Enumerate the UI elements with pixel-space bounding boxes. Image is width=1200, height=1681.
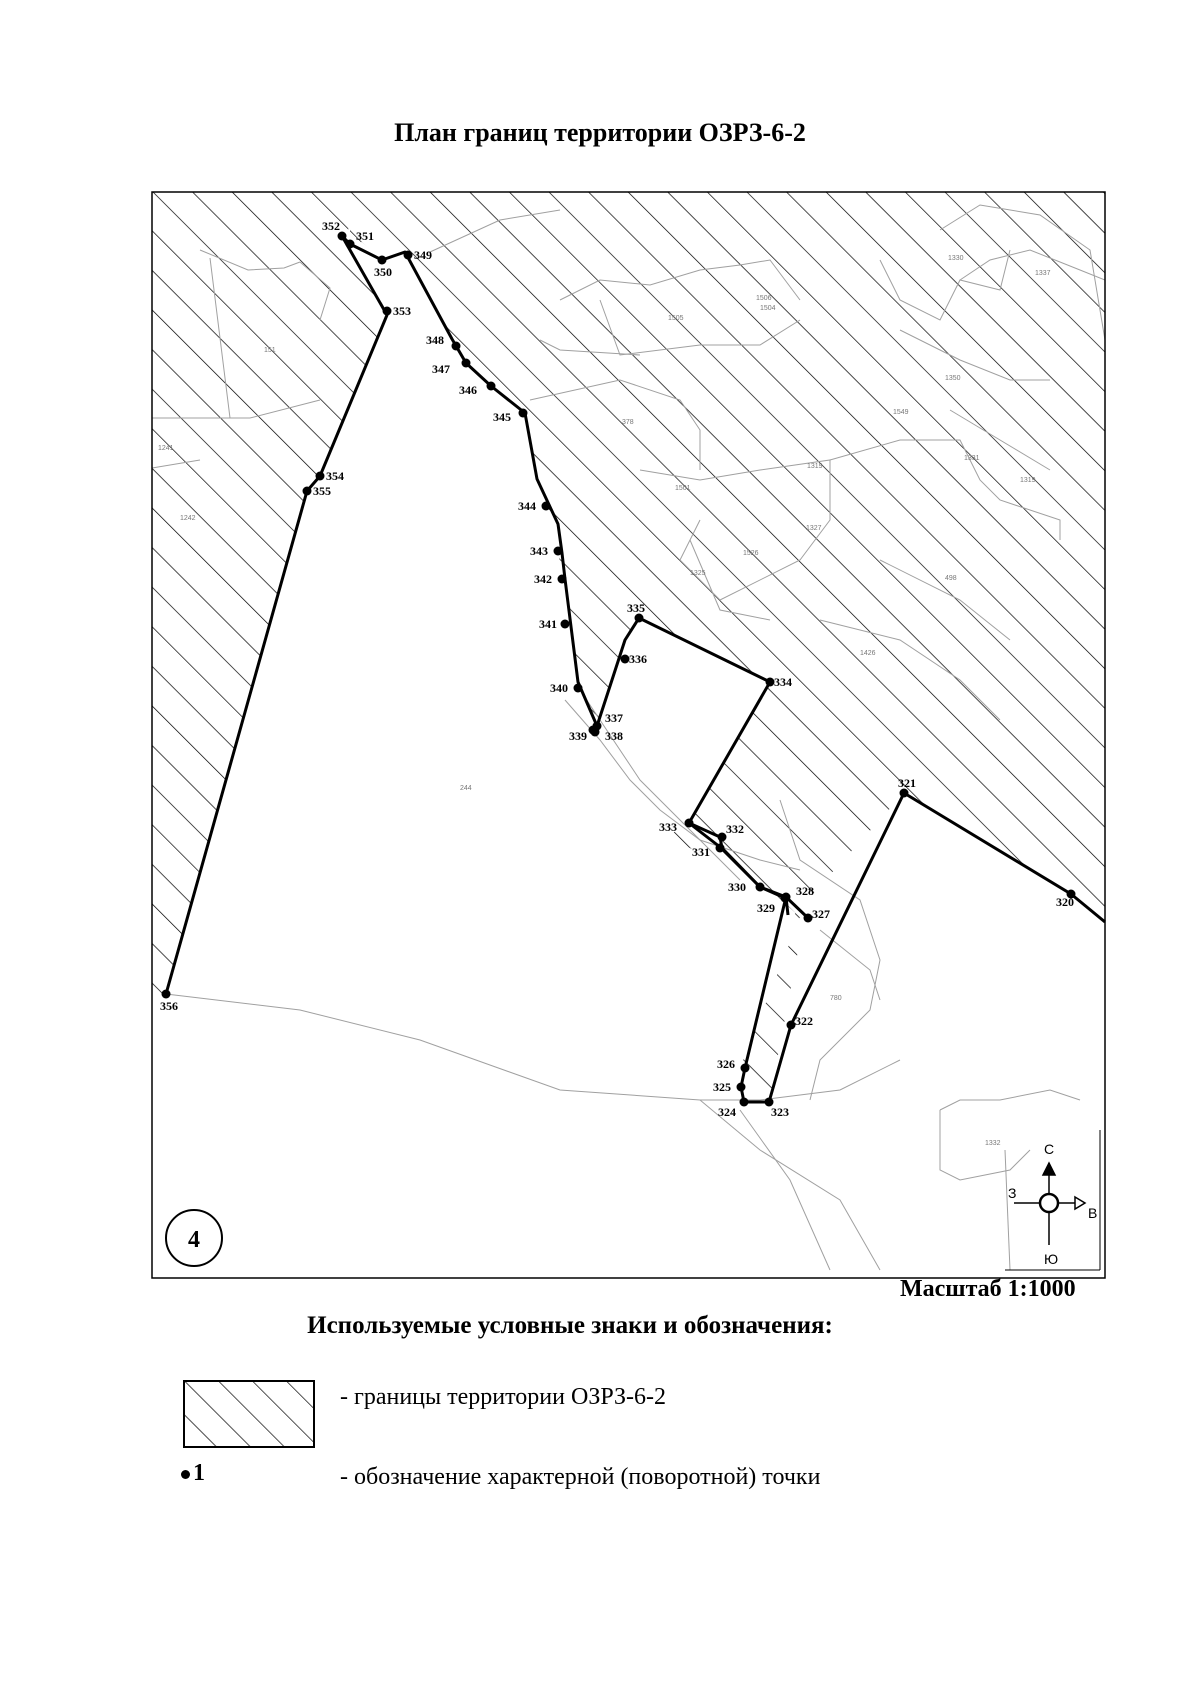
legend-point-symbol	[181, 1460, 205, 1487]
boundary-point	[162, 990, 171, 999]
boundary-point-label: 356	[160, 999, 178, 1013]
boundary-point	[737, 1083, 746, 1092]
boundary-point-label: 334	[774, 675, 792, 689]
scale-label: Масштаб 1:1000	[900, 1276, 1076, 1302]
parcel-label: 1319	[1020, 477, 1036, 484]
parcel-label: 1504	[760, 305, 776, 312]
legend-hatched-text: - границы территории ОЗРЗ-6-2	[340, 1384, 666, 1410]
boundary-point	[346, 240, 355, 249]
parcel-label: 151	[264, 347, 276, 354]
boundary-point-label: 328	[796, 884, 814, 898]
boundary-point-label: 332	[726, 822, 744, 836]
boundary-point	[316, 472, 325, 481]
boundary-point-label: 353	[393, 304, 411, 318]
boundary-point-label: 343	[530, 544, 548, 558]
hatched-zone-west	[152, 192, 387, 994]
boundary-point	[383, 307, 392, 316]
parcel-label: 1501	[675, 485, 691, 492]
boundary-point-label: 341	[539, 617, 557, 631]
map-title: План границ территории ОЗРЗ-6-2	[394, 118, 806, 147]
parcel-label: 1327	[806, 525, 822, 532]
legend-point-text: - обозначение характерной (поворотной) точки	[340, 1464, 821, 1490]
parcel-label: 1331	[964, 455, 980, 462]
parcel-label: 1549	[893, 409, 909, 416]
parcel-label: 498	[945, 575, 957, 582]
boundary-point-label: 346	[459, 383, 477, 397]
parcel-label: 378	[622, 419, 634, 426]
boundary-point	[561, 620, 570, 629]
compass-north: С	[1044, 1141, 1055, 1157]
boundary-point-label: 336	[629, 652, 647, 666]
boundary-point-label: 339	[569, 729, 587, 743]
parcel-label: 1332	[985, 1140, 1001, 1147]
boundary-point-label: 337	[605, 711, 623, 725]
parcel-label: 1526	[743, 550, 759, 557]
boundary-point	[542, 502, 551, 511]
parcel-label: 1350	[945, 375, 961, 382]
boundary-point	[756, 883, 765, 892]
boundary-point-label: 330	[728, 880, 746, 894]
boundary-point	[378, 256, 387, 265]
boundary-point-label: 348	[426, 333, 444, 347]
boundary-point-label: 351	[356, 229, 374, 243]
boundary-point-label: 323	[771, 1105, 789, 1119]
boundary-point-label: 347	[432, 362, 450, 376]
boundary-point	[716, 844, 725, 853]
compass-east: В	[1088, 1205, 1098, 1221]
boundary-point	[404, 251, 413, 260]
parcel-label: 780	[830, 995, 842, 1002]
boundary-point	[519, 409, 528, 418]
parcel-label: 1325	[690, 570, 706, 577]
boundary-point-label: 338	[605, 729, 623, 743]
sheet-number: 4	[188, 1227, 200, 1253]
boundary-point-label: 345	[493, 410, 511, 424]
boundary-point-label: 322	[795, 1014, 813, 1028]
compass-west: З	[1008, 1185, 1017, 1201]
hatched-zones	[152, 192, 1105, 1102]
parcel-label: 1330	[948, 255, 964, 262]
parcel-label: 1319	[807, 463, 823, 470]
parcel-label: 1242	[180, 515, 196, 522]
boundary-point-label: 331	[692, 845, 710, 859]
boundary-point-label: 321	[898, 776, 916, 790]
boundary-point	[740, 1098, 749, 1107]
boundary-point-label: 342	[534, 572, 552, 586]
boundary-point-label: 329	[757, 901, 775, 915]
boundary-point	[462, 359, 471, 368]
boundary-point-label: 326	[717, 1057, 735, 1071]
boundary-point-label: 333	[659, 820, 677, 834]
boundary-point-label: 344	[518, 499, 536, 513]
parcel-label: 244	[460, 785, 472, 792]
boundary-point	[554, 547, 563, 556]
hatched-zone-east	[350, 192, 1105, 1102]
point-dot-icon	[181, 1470, 190, 1479]
boundary-point-label: 324	[718, 1105, 736, 1119]
compass-south: Ю	[1044, 1251, 1059, 1267]
parcel-label: 1337	[1035, 270, 1051, 277]
legend-title: Используемые условные знаки и обозначения:	[307, 1312, 833, 1339]
boundary-point	[781, 894, 790, 903]
boundary-point-label: 335	[627, 601, 645, 615]
boundary-point-label: 355	[313, 484, 331, 498]
boundary-point-label: 349	[414, 248, 432, 262]
boundary-point-label: 352	[322, 219, 340, 233]
boundary-point-label: 325	[713, 1080, 731, 1094]
boundary-point	[487, 382, 496, 391]
boundary-point	[452, 342, 461, 351]
legend-point-label: 1	[193, 1460, 205, 1486]
boundary-point	[685, 819, 694, 828]
boundary-point	[558, 575, 567, 584]
boundary-point-label: 350	[374, 265, 392, 279]
parcel-label: 1241	[158, 445, 174, 452]
parcel-label: 1506	[756, 295, 772, 302]
boundary-point-label: 327	[812, 907, 830, 921]
boundary-point-label: 320	[1056, 895, 1074, 909]
legend-hatched-swatch	[183, 1380, 315, 1448]
boundary-point	[574, 684, 583, 693]
boundary-point-label: 340	[550, 681, 568, 695]
boundary-point-label: 354	[326, 469, 344, 483]
boundary-point	[303, 487, 312, 496]
boundary-point	[741, 1064, 750, 1073]
boundary-point	[589, 726, 598, 735]
parcel-label: 1505	[668, 315, 684, 322]
parcel-label: 1426	[860, 650, 876, 657]
